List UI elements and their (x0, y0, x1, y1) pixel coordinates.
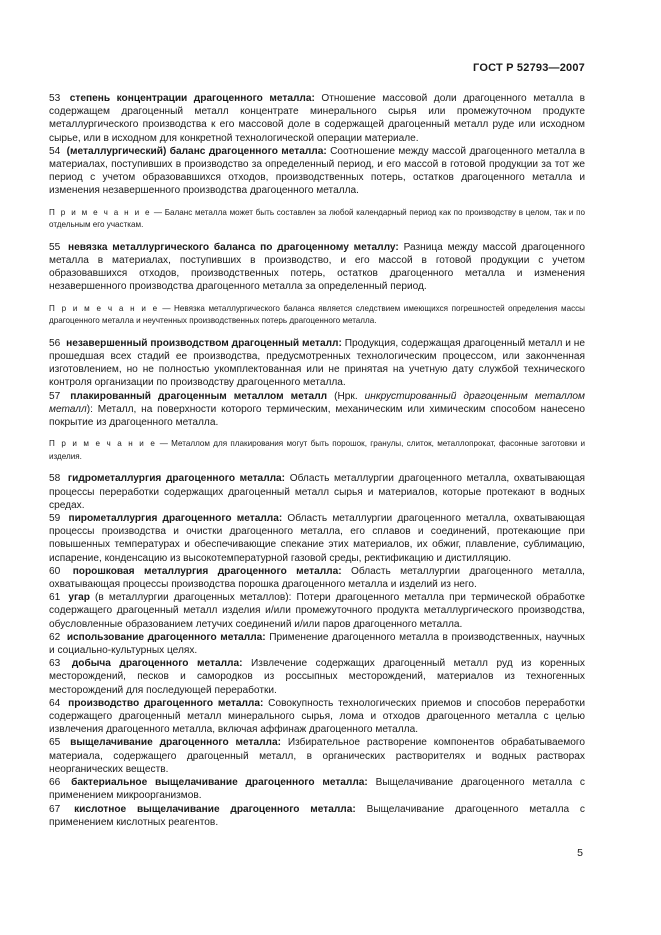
entry-number: 57 (49, 390, 61, 402)
note (49, 438, 585, 463)
entry-number: 56 (49, 337, 61, 349)
entry-number: 63 (49, 658, 61, 670)
entry-definition: Отношение массовой доли драгоценного металла в содержащем драгоценный металл концентрате минерального сырья или промежуточном продукте металлургического производства к его массовой доле в содержащей драгоценный металл руде или исходном сырье, или в исходном для конкретной технологической операции материале. (49, 93, 585, 144)
entry-definition: Выщелачивание драгоценного металла с применением кислотных реагентов. (49, 803, 585, 828)
entry-definition: Потери драгоценного металла при термической обработке содержащего драгоценный металл изделия и/или промежуточного продукта металлургического производства, обусловленные образованием летучих соединений и/или паров драгоценного металла. (49, 592, 585, 630)
term-entry (49, 631, 585, 657)
term-entry (49, 565, 585, 591)
term-entry (49, 390, 585, 430)
term-entry (49, 472, 585, 512)
term-entry (49, 736, 585, 776)
entry-definition: Область металлургии драгоценного металла, охватывающая процессы переработки содержащих драгоценный металл сырья и материалов, которые протекают в водных средах. (49, 473, 585, 511)
term-entry (49, 657, 585, 697)
note-text: — Баланс металла может быть составлен за любой календарный период как по производству в целом, так и по отдельным его участкам. (49, 207, 585, 230)
entry-definition: Избирательное растворение компонентов обрабатываемого материала, содержащего драгоценный металл, в органических растворителях и водных растворах неорганических веществ. (49, 737, 585, 775)
note-label: П р и м е ч а н и е (49, 303, 159, 313)
entry-number: 53 (49, 93, 61, 104)
term-entry (49, 697, 585, 737)
entry-number: 61 (49, 592, 61, 604)
entry-term: гидрометаллургия драгоценного металла: (67, 473, 286, 485)
entry-alt-prefix: (Нрк. (327, 390, 365, 402)
entry-term: добыча драгоценного металла: (71, 658, 243, 670)
entry-term: производство драгоценного металла: (68, 697, 264, 709)
entry-definition: Область металлургии драгоценного металла, охватывающая процессы производства и очистки драгоценного металла, его сплавов и соединений, протекающие при повышенных температурах и обеспечивающие спекание этих материалов, их обжиг, плавление, сублимацию, испарение, конденсацию из высокотемпературной газовой среды, ректификацию и дистилляцию. (49, 513, 585, 564)
entry-number: 58 (49, 473, 61, 485)
entry-number: 65 (49, 737, 61, 749)
document-body (49, 92, 585, 829)
entry-term: незавершенный производством драгоценный металл: (66, 337, 342, 349)
entry-term: выщелачивание драгоценного металла: (70, 737, 281, 749)
entry-alt-suffix: ): (86, 403, 98, 415)
entry-term: кислотное выщелачивание драгоценного металла: (74, 803, 356, 815)
term-entry (49, 241, 585, 294)
term-entry (49, 591, 585, 631)
note-label: П р и м е ч а н и е (49, 439, 157, 449)
entry-term-context: (в металлургии драгоценных металлов): (90, 592, 297, 604)
entry-term: порошковая металлургия драгоценного металла: (72, 565, 342, 577)
entry-definition: Извлечение содержащих драгоценный металл руд из коренных месторождений, песков и самородков из россыпных месторождений, материалов из техногенных месторождений для последующей переработки. (49, 658, 585, 696)
entry-number: 67 (49, 803, 61, 815)
entry-term: угар (68, 592, 90, 604)
note-text: — Металлом для плакирования могут быть порошок, гранулы, слиток, металлопрокат, фасонные заготовки и изделия. (49, 439, 585, 461)
note-label: П р и м е ч а н и е (49, 207, 152, 217)
term-entry (49, 776, 585, 802)
term-entry (49, 92, 585, 145)
entry-number: 66 (49, 777, 61, 789)
entry-number: 55 (49, 241, 61, 253)
entry-number: 64 (49, 697, 61, 709)
entry-definition: Металл, на поверхности которого термическим, механическим или химическим способом нанесено покрытие из драгоценного металла. (49, 403, 585, 429)
entry-definition: Соотношение между массой драгоценного металла в материалах, поступивших в производство за определенный период, и его массой в готовой продукции за тот же период с учетом образовавшихся отходов, производственных потерь, остатков драгоценного металла и изменения незавершенного производства драгоценного металла. (49, 145, 585, 197)
term-entry (49, 145, 585, 198)
entry-definition: Разница между массой драгоценного металла в материалах, поступивших в производство, и его массой в готовой продукции с учетом образовавшихся отходов, производственных потерь, остатков драгоценного металла и изменения незавершенного производства драгоценного металла за определенный период. (49, 241, 585, 293)
entry-term: использование драгоценного металла: (66, 631, 266, 643)
entry-definition: Совокупность технологических приемов и способов переработки содержащего драгоценный металл минерального сырья, лома и отходов драгоценного металла с целью извлечения драгоценного металла, включая аффинаж драгоценного металла. (49, 697, 585, 736)
entry-number: 62 (49, 631, 61, 643)
note (49, 303, 585, 328)
entry-number: 59 (49, 513, 61, 525)
entry-definition: Применение драгоценного металла в производственных, научных и социально-культурных целях. (49, 631, 585, 657)
entry-term: невязка металлургического баланса по драгоценному металлу: (68, 241, 399, 253)
entry-term: (металлургический) баланс драгоценного металла: (66, 145, 327, 157)
standard-header: ГОСТ Р 52793—2007 (473, 62, 585, 74)
entry-alt-term: инкрустированный драгоценным металлом металл (49, 390, 585, 415)
entry-term: бактериальное выщелачивание драгоценного металла: (71, 777, 368, 789)
note-text: — Невязка металлургического баланса является следствием имеющихся погрешностей определения массы драгоценного металла и неучтенных производственных потерь драгоценного металла. (49, 303, 585, 326)
entry-definition: Выщелачивание драгоценного металла с применением микроорганизмов. (49, 777, 585, 802)
page-number: 5 (577, 847, 583, 859)
entry-term: пирометаллургия драгоценного металла: (68, 513, 283, 525)
entry-definition: Продукция, содержащая драгоценный металл и не прошедшая всех стадий ее производства, предусмотренных технологическим процессом, или законченная изготовлением, но не полностью укомплектованная или не принятая на учетную дату службой технического контроля организации по производству драгоценного металла. (49, 337, 585, 389)
entry-number: 60 (49, 565, 61, 577)
term-entry (49, 803, 585, 829)
entry-term: степень концентрации драгоценного металла: (69, 93, 315, 104)
entry-term: плакированный драгоценным металлом металл (70, 390, 328, 402)
term-entry (49, 337, 585, 390)
entry-number: 54 (49, 145, 61, 157)
term-entry (49, 512, 585, 565)
note (49, 207, 585, 232)
entry-definition: Область металлургии драгоценного металла, охватывающая процессы производства порошка драгоценного металла и изделий из него. (49, 565, 585, 591)
